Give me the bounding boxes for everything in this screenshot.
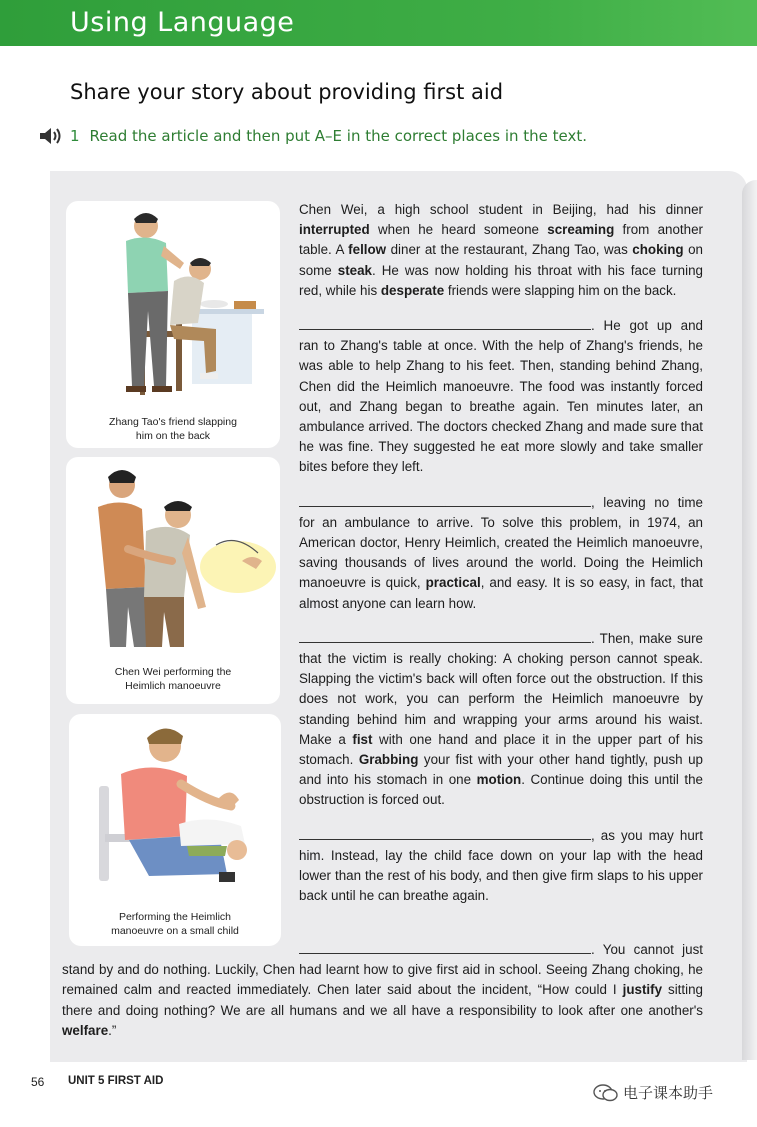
child-heimlich-illustration bbox=[69, 714, 281, 904]
illustration-card-heimlich bbox=[66, 457, 280, 704]
exercise-number: 1 bbox=[70, 127, 80, 145]
vocabulary-word: fist bbox=[352, 731, 373, 747]
banner-title: Using Language bbox=[70, 7, 295, 38]
answer-blank[interactable] bbox=[299, 629, 591, 643]
page-number: 56 bbox=[31, 1075, 45, 1089]
vocabulary-word: choking bbox=[632, 242, 684, 258]
vocabulary-word: interrupted bbox=[299, 222, 370, 238]
watermark bbox=[593, 1082, 713, 1103]
article-paragraph: . He got up and ran to Zhang's table at once. With the help of Zhang's friends, he was able to help Zhang to his feet. Then, standing behind Zhang, Chen did the Heimlich manoeuvre. The food was instantly forced out, and Zhang began to breathe again. Ten minutes later, an ambulance arrived. The doctors checked Zhang and made sure that he was fine. They suggested he eat more slowly and take smaller bites before they left. bbox=[299, 318, 703, 475]
vocabulary-word: desperate bbox=[380, 282, 445, 298]
caption-3: Performing the Heimlich manoeuvre on a small child bbox=[111, 911, 239, 937]
vocabulary-word: practical bbox=[425, 575, 481, 591]
caption-1: Zhang Tao's friend slapping him on the back bbox=[109, 416, 237, 442]
answer-blank[interactable] bbox=[299, 493, 591, 507]
answer-blank[interactable] bbox=[299, 940, 591, 954]
back-slap-illustration bbox=[66, 201, 280, 406]
vocabulary-word: justify bbox=[622, 982, 663, 998]
vocabulary-word: welfare bbox=[62, 1022, 109, 1038]
caption-2: Chen Wei performing the Heimlich manoeuvre bbox=[114, 666, 232, 692]
illustration-card-child bbox=[69, 714, 281, 946]
article-paragraph: . Then, make sure that the victim is really choking: A choking person cannot speak. Slapping the victim's back will often force out the obstruction. If this does not work, you can perform the Heimlich manoeuvre by standing behind him and wrapping your arms around his waist. Make a fist with one hand and place it in the upper part of his stomach. Grabbing your fist with your other hand tightly, push up and into his stomach in one motion. Continue doing this until the obstruction is forced out. bbox=[299, 630, 704, 808]
article-paragraph: , leaving no time for an ambulance to arrive. To solve this problem, in 1974, an American doctor, Henry Heimlich, created the Heimlich manoeuvre, saving thousands of lives around the world. Doing the Heimlich manoeuvre is quick, practical, and easy. It is so easy, in fact, that almost anyone can learn how. bbox=[299, 494, 703, 611]
article-body bbox=[299, 200, 703, 922]
vocabulary-word: fellow bbox=[348, 242, 387, 258]
vocabulary-word: motion bbox=[476, 772, 522, 788]
heimlich-illustration bbox=[66, 457, 280, 662]
answer-blank[interactable] bbox=[299, 316, 591, 330]
vocabulary-word: steak bbox=[337, 262, 372, 278]
header-banner bbox=[0, 0, 757, 46]
instruction-text: Read the article and then put A–E in the correct places in the text. bbox=[89, 127, 588, 145]
page-curl-edge bbox=[742, 180, 757, 1060]
article-paragraph: Chen Wei, a high school student in Beijing, had his dinner interrupted when he heard someone screaming from another table. A fellow diner at the restaurant, Zhang Tao, was choking on some steak. He was now holding his throat with his face turning red, while his desperate friends were slapping him on the back. bbox=[299, 202, 703, 298]
watermark-text: 电子课本助手 bbox=[623, 1084, 714, 1102]
answer-blank[interactable] bbox=[299, 826, 591, 840]
instruction-line bbox=[38, 124, 587, 148]
closing-text: . You cannot just stand by and do nothing. Luckily, Chen had learnt how to give first aid in school. Seeing Zhang choking, he remained calm and reacted immediately. Chen later said about the incident, “How could I justify sitting there and doing nothing? We are all humans and we all have a responsibility to look after one another's welfare.” bbox=[62, 942, 703, 1038]
vocabulary-word: Grabbing bbox=[358, 752, 419, 768]
section-title: Share your story about providing first aid bbox=[70, 80, 504, 104]
vocabulary-word: screaming bbox=[547, 222, 615, 238]
wechat-logo-icon bbox=[593, 1083, 619, 1103]
audio-speaker-icon[interactable] bbox=[38, 126, 62, 146]
article-paragraph: , as you may hurt him. Instead, lay the child face down on your lap with the head lower than the rest of his body, and then give firm slaps to his upper back until he can breathe again. bbox=[299, 827, 703, 904]
unit-label: UNIT 5 FIRST AID bbox=[68, 1075, 164, 1087]
article-closing-paragraph bbox=[62, 940, 703, 1041]
illustration-card-back-slap bbox=[66, 201, 280, 448]
